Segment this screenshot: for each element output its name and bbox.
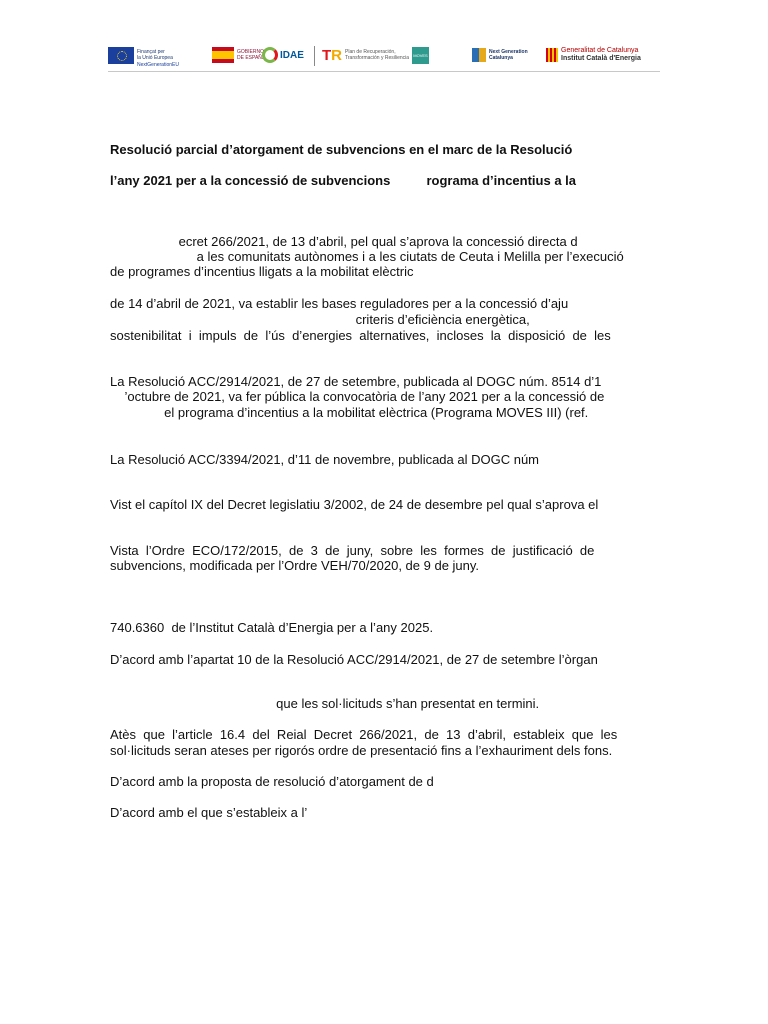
- generalitat-emblem-icon: [546, 48, 558, 62]
- header-logo-strip: [108, 41, 660, 72]
- paragraph-ordre-eco-line-1: Vista l’Ordre ECO/172/2015, de 3 de juny, sobre les formes de justificació de: [110, 543, 595, 558]
- recovery-plan-logo: [322, 43, 409, 67]
- document-title-line-2: l’any 2021 per a la concessió de subvencions rograma d’incentius a la: [110, 173, 577, 188]
- nextgen-text: Next Generation Catalunya: [489, 49, 528, 61]
- logo-divider: [314, 46, 315, 66]
- paragraph-budget: 740.6360 de l’Institut Català d’Energia per a l’any 2025.: [110, 620, 434, 635]
- paragraph-acc2914-line-2: ’octubre de 2021, va fer pública la convocatòria de l’any 2021 per a la concessió de: [110, 389, 605, 404]
- paragraph-acc2914-line-1: La Resolució ACC/2914/2021, de 27 de setembre, publicada al DOGC núm. 8514 d’1: [110, 374, 602, 389]
- ministry-logo: [212, 43, 265, 67]
- spain-flag-icon: [212, 47, 234, 63]
- nextgen-square-icon: [472, 48, 486, 62]
- eu-flag-text: Finançat per la Unió Europea: [137, 49, 173, 61]
- moves-logo: [412, 43, 429, 67]
- paragraph-acc3394: La Resolució ACC/3394/2021, d’11 de novembre, publicada al DOGC núm: [110, 452, 540, 467]
- nextgen-logo: [472, 43, 528, 67]
- paragraph-decret-line-3: de programes d’incentius lligats a la mobilitat elèctric: [110, 264, 414, 279]
- paragraph-estableix: D’acord amb el que s’estableix a l’: [110, 805, 308, 820]
- paragraph-ordre-eco-line-2: subvencions, modificada per l’Ordre VEH/70/2020, de 9 de juny.: [110, 558, 480, 573]
- paragraph-decret-line-1: ecret 266/2021, de 13 d’abril, pel qual s’aprova la concessió directa d: [110, 234, 578, 249]
- paragraph-termini: que les sol·licituds s’han presentat en termini.: [110, 696, 540, 711]
- paragraph-bases-line-2: criteris d’eficiència energètica,: [110, 312, 530, 327]
- idae-text: IDAE: [280, 49, 304, 61]
- idae-ring-icon: [262, 47, 278, 63]
- icaen-name: Institut Català d'Energia: [561, 55, 641, 62]
- paragraph-decret-line-2: a les comunitats autònomes i a les ciutats de Ceuta i Melilla per l’execució: [110, 249, 624, 264]
- eu-flag-sub: NextGenerationEU: [137, 62, 179, 68]
- paragraph-article-16-line-2: sol·licituds seran ateses per rigorós ordre de presentació fins a l’exhauriment dels fons.: [110, 743, 613, 758]
- generalitat-name: Generalitat de Catalunya: [561, 47, 639, 54]
- moves-text: MOVES: [412, 47, 429, 64]
- paragraph-bases-line-3: sostenibilitat i impuls de l’ús d’energies alternatives, incloses la disposició de les: [110, 328, 611, 343]
- ministry-text: GOBIERNO DE ESPAÑA: [237, 49, 266, 61]
- paragraph-article-16-line-1: Atès que l’article 16.4 del Reial Decret 266/2021, de 13 d’abril, estableix que les: [110, 727, 618, 742]
- idae-logo: [262, 43, 304, 67]
- paragraph-proposta: D’acord amb la proposta de resolució d’atorgament de d: [110, 774, 434, 789]
- recovery-plan-text: Plan de Recuperación, Transformación y Resiliencia: [345, 49, 410, 61]
- paragraph-bases-line-1: de 14 d’abril de 2021, va establir les bases reguladores per a la concessió d’aju: [110, 296, 569, 311]
- paragraph-acc2914-line-3: el programa d’incentius a la mobilitat elèctrica (Programa MOVES III) (ref.: [110, 405, 589, 420]
- paragraph-decret-legislatiu: Vist el capítol IX del Decret legislatiu 3/2002, de 24 de desembre pel qual s’aprova el: [110, 497, 599, 512]
- document-title-line-1: Resolució parcial d’atorgament de subvencions en el marc de la Resolució: [110, 142, 573, 157]
- recovery-plan-icon: TR: [322, 46, 343, 64]
- paragraph-apartat-10: D’acord amb l’apartat 10 de la Resolució ACC/2914/2021, de 27 de setembre l’òrgan: [110, 652, 598, 667]
- generalitat-logo: [546, 43, 641, 67]
